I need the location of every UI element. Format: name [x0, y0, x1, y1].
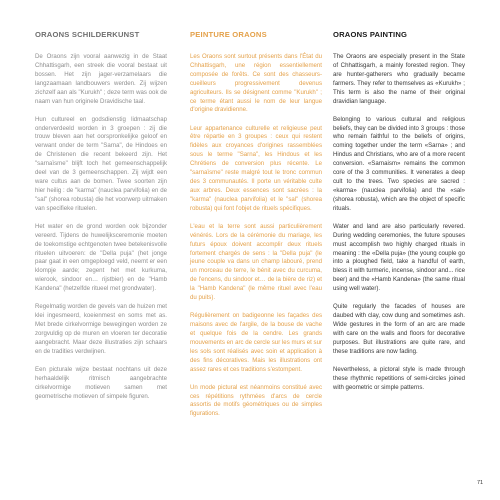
- paragraph: Hun cultureel en godsdienstig lidmaatschap onderverdeeld worden in 3 groepen : zij die trouw bleven aan het oorspronkelijke geloof en verwant onder de term "Sarna", de Hindoes en de Christenen die recent bekeerd zijn. Het "sarnaïsme" blijft toch het gemeenschappelijk deel van de 3 gemeenschappen. Zij wijdt een ware cultus aan de bomen. Twee soorten zijn hier heilig : de "karma" (nauclea parvifolia) en de "sal" (shorea robusta) die het voorwerp uitmaken van specifieke rituelen.: [35, 115, 167, 212]
- column-french: [190, 30, 322, 428]
- paragraph: Quite regularly the facades of houses are daubed with clay, cow dung and sometimes ash. Wide gestures in the form of an arc are made with care on the walls and floors for decorative purposes. But illustrations are quite rare, and these traditions are now fading.: [333, 303, 465, 355]
- column-dutch: [35, 30, 167, 411]
- section-title-french: PEINTURE ORAONS: [190, 30, 267, 39]
- paragraph: Regelmatig worden de gevels van de huizen met klei ingesmeerd, koeienmest en soms met as. Met brede cirkelvormige bewegingen worden ze zorgvuldig op de muren en vloeren ter decoratie aangebracht. Maar deze illustraties zijn schaars en de tradities verdwijnen.: [35, 303, 167, 355]
- column-english: [333, 30, 465, 402]
- paragraph: Een picturale wijze bestaat nochtans uit deze herhaaldelijk ritmisch aangebrachte cirkelvormige motieven samen met geometrische motieven of simpele figuren.: [35, 365, 167, 400]
- paragraph: Régulièrement on badigeonne les façades des maisons avec de l'argile, de la bouse de vache et quelque fois de la cendre. Les grands mouvements en arc de cercle sur les murs et sur les sols sont réalisés avec soin et application à des fins décoratives. Mais les illustrations ont assez rares et ces traditions s'estompent.: [190, 312, 322, 373]
- paragraph: Leur appartenance culturelle et religieuse peut être répartie en 3 groupes : ceux qui restent fidèles aux croyances d'origines rassemblées sous le terme "Sarna", les Hindous et les Chrétiens de conversion plus récente. Le "sarnaïsme" reste malgré tout le tronc commun des 3 communautés. Il porte un véritable culte aux arbres. Deux essences sont sacrées : la "karma" (nauclea parvifolia) et le "sal" (shorea robusta) qui font l'objet de rituels spécifiques.: [190, 124, 322, 212]
- paragraph: Belonging to various cultural and religious beliefs, they can be divided into 3 groups : those who remain faithful to the beliefs of origins, coming together under the term «Sarna» ; and Hindus and Christians, who are of a more recent conversion. «Sarnaism» remains the common core of the 3 communities. It venerates a deep cult to the trees. Two species are sacred : «karma» (nauclea parvifolia) and the «sal» (shorea robusta), which are the object of specific rituals.: [333, 115, 465, 212]
- paragraph: Nevertheless, a pictoral style is made through these rhythmic repetitions of semi-circles joined with geometric or simple patterns.: [333, 365, 465, 391]
- paragraph: L'eau et la terre sont aussi particulièrement vénérés. Lors de la cérémonie du mariage, les futurs époux doivent accomplir deux rituels fortement chargés de sens : la "Della puja" (le jeune couple va dans un champ labouré, prend un morceau de terre, le bénit avec du curcuma, de l'encens, du sindoor et… de la bière de riz) et la "Hamb Kandena" (le même rituel avec l'eau du puits).: [190, 222, 322, 302]
- section-title-english: ORAONS PAINTING: [333, 30, 408, 39]
- paragraph: Het water en de grond worden ook bijzonder vereerd. Tijdens de huwelijksceremonie moeten de toekomstige echtgenoten twee betekenisvolle rituelen uitvoeren: de "Della puja" (het jonge paar gaat in een omgeploegd veld, neemt er een klompje aarde; zegent het met kurkuma, wierook, sindoor en… rijstbier) en de "Hamb Kandena" (hetzelfde ritueel met grondwater).: [35, 222, 167, 293]
- paragraph: The Oraons are especially present in the State of Chhattisgarh, a mainly forested region. They are hunter-gatherers who gradually became farmers. They refer to themselves as «Kurukh» ; This term is also the name of their original dravidian language.: [333, 53, 465, 105]
- paragraph: Les Oraons sont surtout présents dans l'État du Chhattisgarh, une région essentiellement composée de forêts. Ce sont des chasseurs-cueilleurs progressivement devenus agriculteurs. Ils se désignent comme "Kurukh" ; ce terme étant aussi le nom de leur langue d'origine dravidienne.: [190, 53, 322, 114]
- section-title-dutch: ORAONS SCHILDERKUNST: [35, 30, 140, 39]
- paragraph: Un mode pictural est néanmoins constitué avec ces répétitions rythmées d'arcs de cercle assortis de motifs géométriques ou de simples figurations.: [190, 383, 322, 418]
- page-number: 71: [477, 480, 484, 486]
- paragraph: Water and land are also particularly revered. During wedding ceremonies, the future spouses must accomplish two highly charged rituals in meaning : the «Della puja» (the young couple go into a ploughed field, take a handful of earth, bless it with turmeric, incense, sindoor and... rice beer) and the «Hamb Kandena» (the same ritual using well water).: [333, 222, 465, 293]
- paragraph: De Oraons zijn vooral aanwezig in de Staat Chhattisgarh, een streek die vooral bestaat uit bossen. Het zijn jager-verzamelaars die langzaamaan landbouwers werden. Zij wijzen zichzelf aan als "Kurukh" ; deze term was ook de naam van hun originele Dravidische taal.: [35, 53, 167, 105]
